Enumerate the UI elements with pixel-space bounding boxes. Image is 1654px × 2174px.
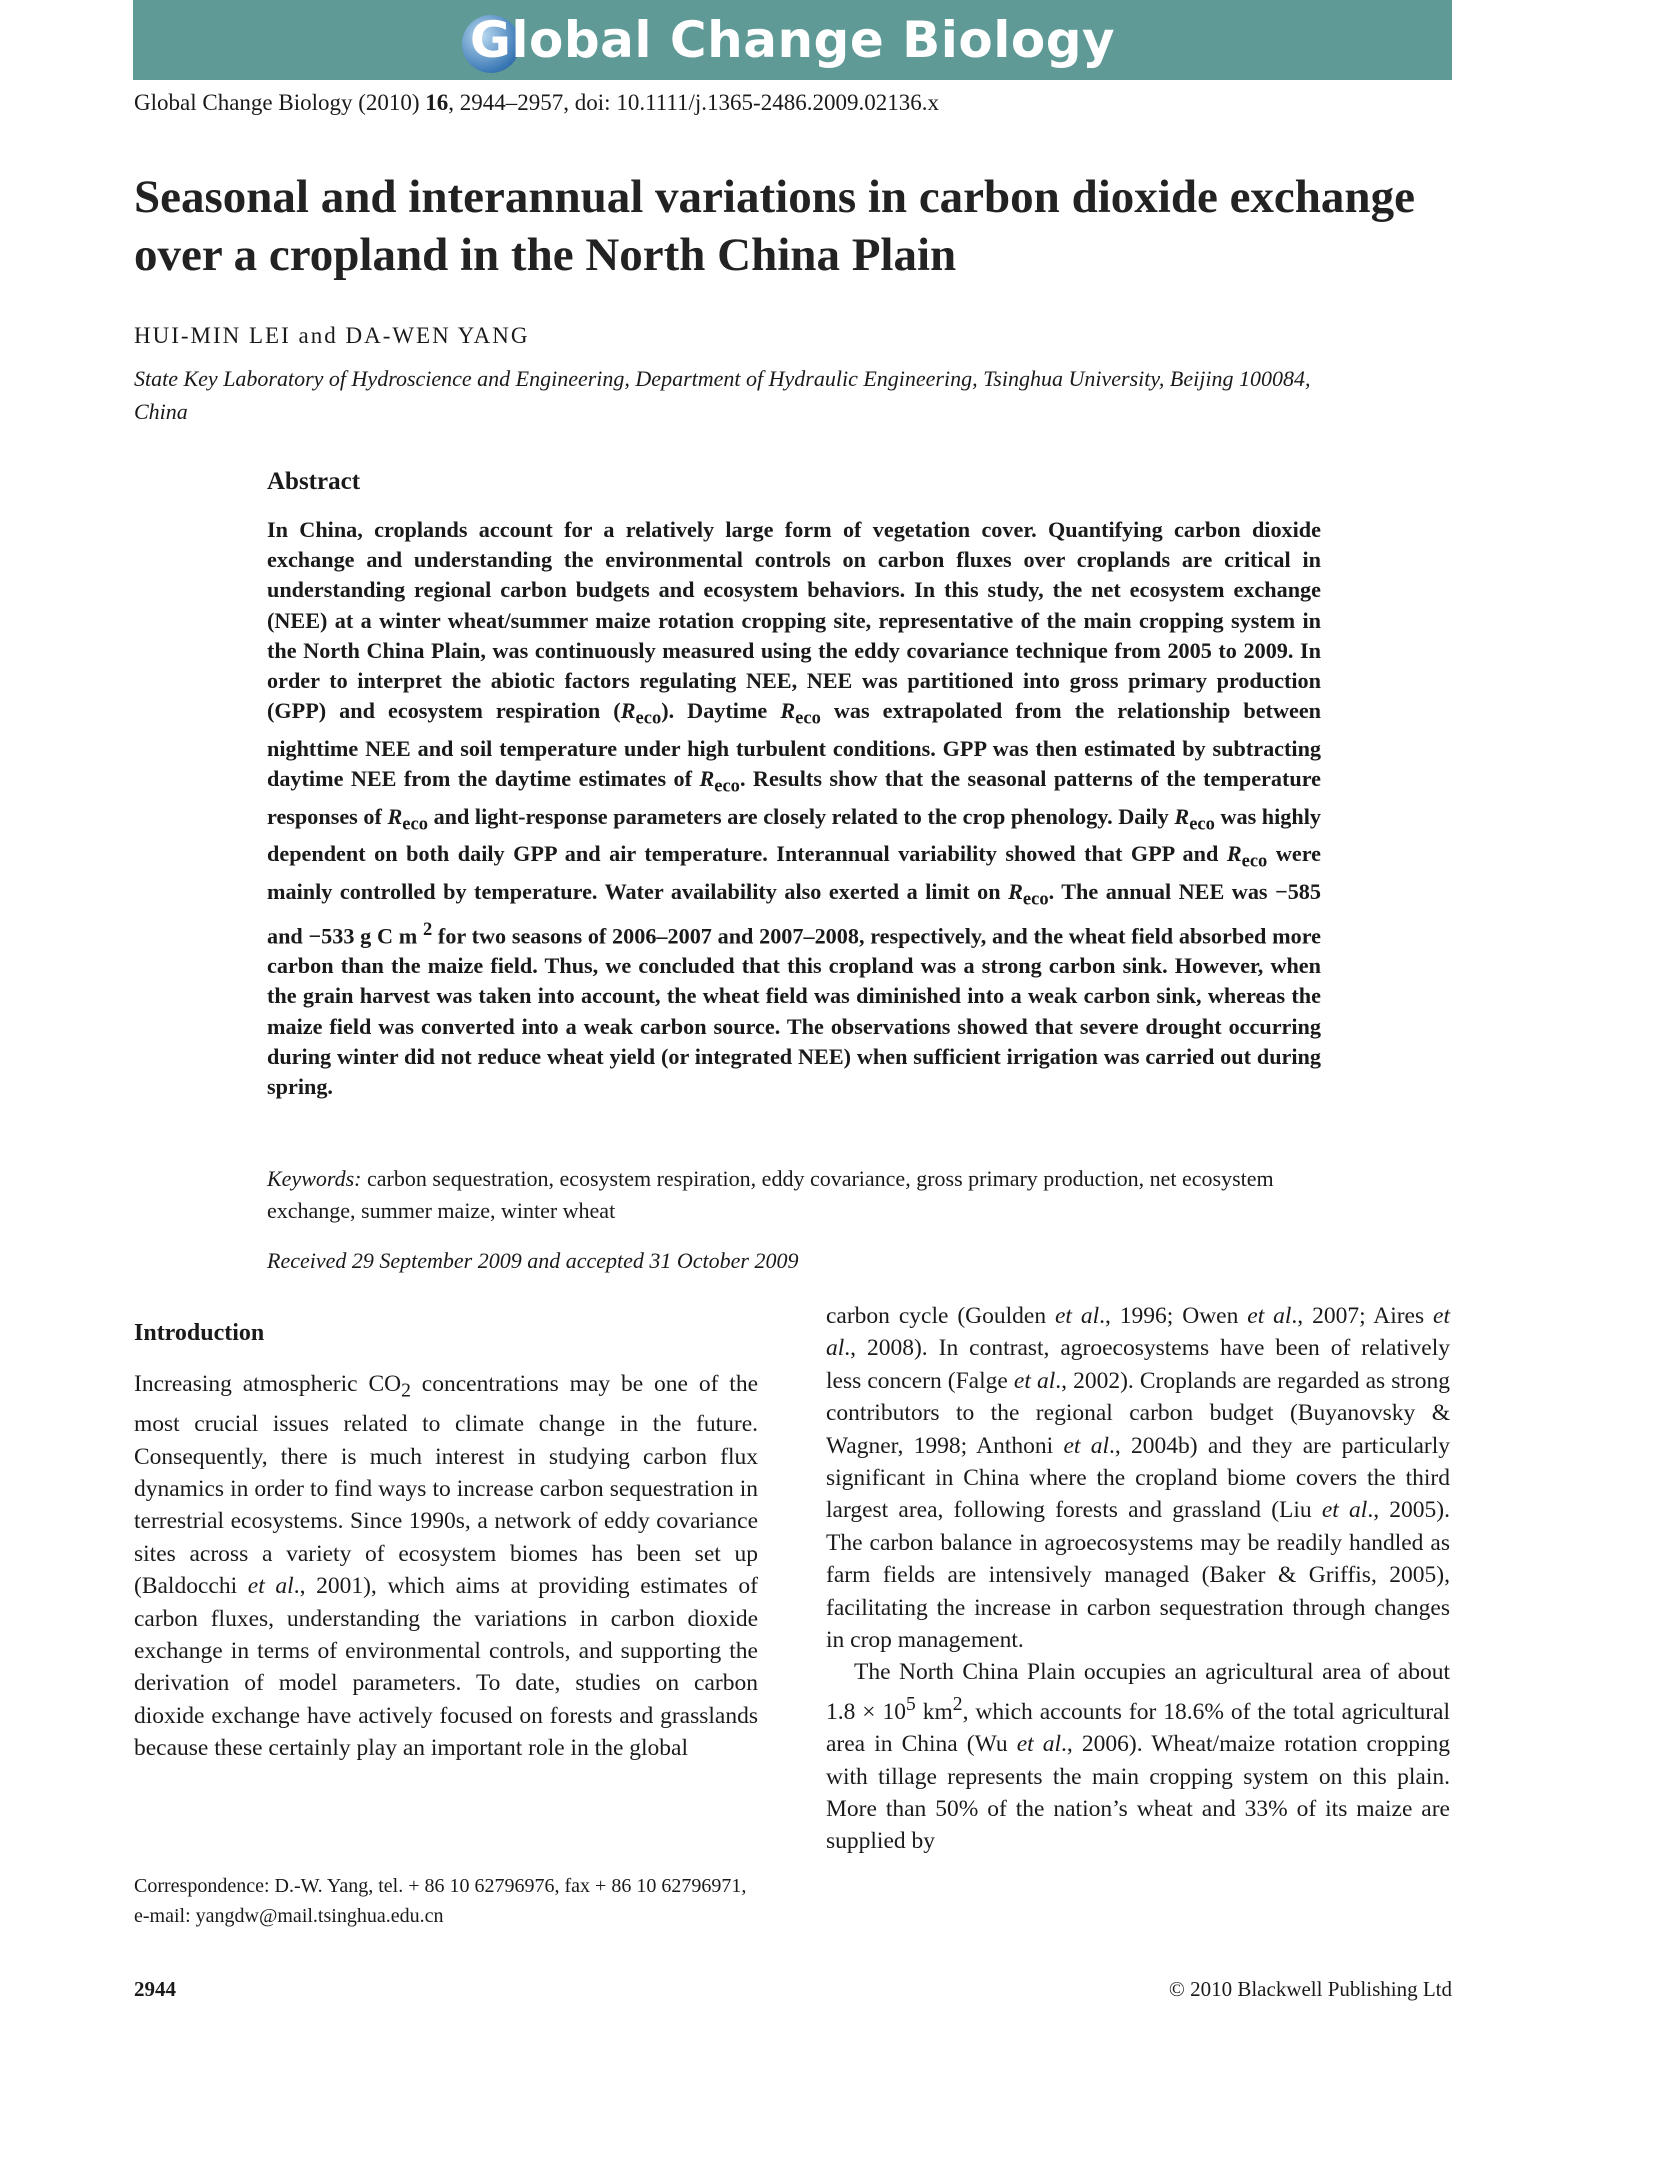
page-number: 2944 [134, 1977, 176, 2001]
correspondence-note: Correspondence: D.-W. Yang, tel. + 86 10 62796976, fax + 86 10 62796971, e-mail: yangdw@mail.tsinghua.edu.cn [134, 1875, 747, 1927]
abstract-text: In China, croplands account for a relatively large form of vegetation cover. Quantifying carbon dioxide exchange and understanding the environmental controls on carbon fluxes over croplands are critical in understanding regional carbon budgets and ecosystem behaviors. In this study, the net ecosystem exchange (NEE) at a winter wheat/summer maize rotation cropping site, representative of the main cropping system in the North China Plain, was continuously measured using the eddy covariance technique from 2005 to 2009. In order to interpret the abiotic factors regulating NEE, NEE was partitioned into gross primary production (GPP) and ecosystem respiration $(R_{eco})$. Daytime $R_{eco}$ was extrapolated from the relationship between nighttime NEE and soil temperature under high turbulent conditions. GPP was then estimated by subtracting daytime NEE from the daytime estimates of $R_{eco}$. Results show that the seasonal patterns of the temperature responses of $R_{eco}$ and light-response parameters are closely related to the crop phenology. Daily $R_{eco}$ was highly dependent on both daily GPP and air temperature. Interannual variability showed that GPP and $R_{eco}$ were mainly controlled by temperature. Water availability also exerted a limit on $R_{eco}$. The annual NEE was −585 and −533 g C m $^2$ for two seasons of 2006–2007 and 2007–2008, respectively, and the wheat field absorbed more carbon than the maize field. Thus, we concluded that this cropland was a strong carbon sink. However, when the grain harvest was taken into account, the wheat field was diminished into a weak carbon sink, whereas the maize field was converted into a weak carbon source. The observations showed that severe drought occurring during winter did not reduce wheat yield (or integrated NEE) when sufficient irrigation was carried out during spring. [267, 517, 1322, 1100]
introduction-column-left [134, 1368, 758, 1765]
keywords: Keywords: carbon sequestration, ecosystem respiration, eddy covariance, gross primary production, net ecosystem exchange, summer maize, winter wheat [267, 1166, 1274, 1223]
paper-title: Seasonal and interannual variations in carbon dioxide exchange over a cropland in the North China Plain [134, 171, 1415, 281]
intro-paragraph: The North China Plain occupies an agricultural area of about $1.8 \times 10^5$ $km^2$, which accounts for 18.6% of the total agricultural area in China (Wu et al., 2006). Wheat/maize rotation cropping with tillage represents the main cropping system on this plain. More than 50% of the nation’s wheat and 33% of its maize are supplied by [826, 1659, 1450, 1855]
copyright-notice: © 2010 Blackwell Publishing Ltd [1168, 1977, 1452, 2001]
received-date: Received 29 September 2009 and accepted 31 October 2009 [267, 1248, 799, 1273]
intro-paragraph: Increasing atmospheric $CO_2$ concentrations may be one of the most crucial issues related to climate change in the future. Consequently, there is much interest in studying carbon flux dynamics in order to find ways to increase carbon sequestration in terrestrial ecosystems. Since 1990s, a network of eddy covariance sites across a variety of ecosystem biomes has been set up (Baldocchi et al., 2001), which aims at providing estimates of carbon fluxes, understanding the variations in carbon dioxide exchange in terms of environmental controls, and supporting the derivation of model parameters. To date, studies on carbon dioxide exchange have actively focused on forests and grasslands because these certainly play an important role in the global [134, 1371, 758, 1762]
affiliation: State Key Laboratory of Hydroscience and Engineering, Department of Hydraulic Engineering, Tsinghua University, Beijing 100084, China [134, 366, 1311, 424]
citation-line: Global Change Biology (2010) 16, 2944–2957, doi: 10.1111/j.1365-2486.2009.02136.x [134, 90, 939, 115]
journal-banner [133, 0, 1452, 80]
abstract-heading: Abstract [267, 468, 361, 495]
journal-title: Global Change Biology [470, 11, 1115, 69]
introduction-heading: Introduction [134, 1320, 265, 1346]
intro-paragraph: carbon cycle (Goulden et al., 1996; Owen et al., 2007; Aires et al., 2008). In contrast, agroecosystems have been of relatively less concern (Falge et al., 2002). Croplands are regarded as strong contributors to the regional carbon budget (Buyanovsky & Wagner, 1998; Anthoni et al., 2004b) and they are particularly significant in China where the cropland biome covers the third largest area, following forests and grassland (Liu et al., 2005). The carbon balance in agroecosystems may be readily handled as farm fields are intensively managed (Baker & Griffis, 2005), facilitating the increase in carbon sequestration through changes in crop management. [826, 1303, 1450, 1654]
author-list: HUI-MIN LEI and DA-WEN YANG [134, 323, 530, 348]
introduction-column-right [826, 1300, 1450, 1858]
